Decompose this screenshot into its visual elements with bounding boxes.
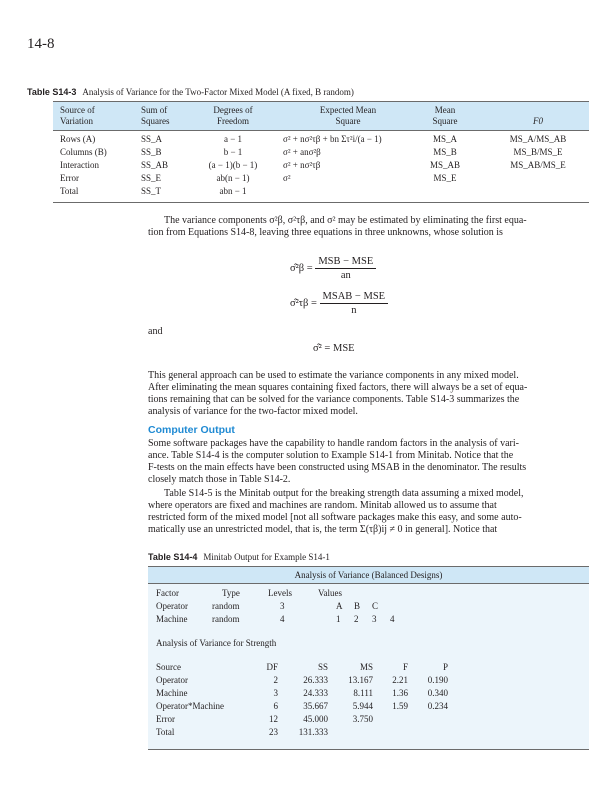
header-sum-of-squares: Sum of Squares xyxy=(141,105,170,126)
table-row: Interaction SS_AB (a − 1)(b − 1) σ² + nσ²τβ MS_AB MS_AB/MS_E xyxy=(60,160,566,170)
paragraph-computer-output: Some software packages have the capability to handle random factors in the analysis of vari- ance. Table S14-4 is the computer solution to Example S14-1 from Minitab. Notice that the F-tests on the main effects have been constructed using MSAB in the denominator. The results closely match those in Table S14-2. xyxy=(148,438,527,485)
table-header: Analysis of Variance (Balanced Designs) xyxy=(148,567,589,584)
minitab-output-table: Analysis of Variance (Balanced Designs) Factor Type Levels Values Operator random 3 A B C Machine random 4 1 2 3 4 Analysis of Variance for Strength Source DF SS MS F P Operator 2 26.333 13.167 2.21 0.190 Machine 3 24.333 8.111 1.36 0.340 Operator*Machine 6 35.667 5.944 1.59 0.234 Error 12 45.000 3.750 Total 23 131.333 xyxy=(148,566,589,750)
header-f0: F0 xyxy=(533,116,543,126)
table-body xyxy=(53,131,589,203)
table-s14-4-caption xyxy=(148,552,330,562)
section-heading: Computer Output xyxy=(148,424,235,436)
header-expected-mean-square: Expected Mean Square xyxy=(319,105,377,126)
table-row: Columns (B) SS_B b − 1 σ² + anσ²β MS_B MS_B/MS_E xyxy=(60,147,563,157)
table-s14-3-caption xyxy=(27,87,354,97)
header-source: Source of Variation xyxy=(60,105,95,126)
fraction-numerator: MSAB − MSE xyxy=(320,291,389,304)
table-header xyxy=(53,101,589,131)
fraction-denominator: n xyxy=(351,305,357,316)
equation-sigma-beta: σ̂²β = $\frac{\text{MSB − MSE}}{an}$ xyxy=(290,256,376,281)
table-title: Minitab Output for Example S14-1 xyxy=(203,552,330,562)
equation-sigma-taubeta: σ̂²τβ = $\frac{\text{MSAB − MSE}}{n}$ xyxy=(290,291,388,316)
anova-title: Analysis of Variance for Strength xyxy=(156,638,277,648)
table-label: Table S14-4 xyxy=(148,552,198,562)
paragraph-minitab-output: Table S14-5 is the Minitab output for the breaking strength data assuming a mixed model, where operators are fixed and machines are random. Minitab allowed us to assume that restricted form of the mixed model [not all software packages make this easy, and some auto- matically use an unrestricted model, that is, the term Σ(τβ)ij ≠ 0 in general]. Notice that xyxy=(148,488,524,535)
paragraph-variance-components: The variance components σ²β, σ²τβ, and σ² may be estimated by eliminating the first equa- tion from Equations S14-8, leaving three equations in three unknowns, whose solution is xyxy=(148,215,527,238)
header-mean-square: Mean Square xyxy=(432,105,458,126)
table-row: Error SS_E ab(n − 1) σ² MS_E xyxy=(60,173,457,183)
page-number: 14-8 xyxy=(27,36,55,52)
fraction-numerator: MSB − MSE xyxy=(315,256,376,269)
table-row: Rows (A) SS_A a − 1 σ² + nσ²τβ + bn Στ²i/(a − 1) MS_A MS_A/MS_AB xyxy=(60,134,567,144)
equation-sigma: σ̂² = MSE xyxy=(313,343,355,354)
anova-table-mixed-model xyxy=(53,101,589,203)
table-title: Analysis of Variance for the Two-Factor Mixed Model (A fixed, B random) xyxy=(82,87,354,97)
and-word: and xyxy=(148,326,163,337)
header-dof: Degrees of Freedom xyxy=(213,105,253,126)
table-label: Table S14-3 xyxy=(27,87,77,97)
fraction-denominator: an xyxy=(340,270,351,281)
paragraph-general-approach: This general approach can be used to estimate the variance components in any mixed model. After eliminating the mean squares containing fixed factors, there will always be a set of equa- tions remaining that can be solved for the variance components. Table S14-3 summarizes the analysis of variance for the two-factor mixed model. xyxy=(148,370,528,417)
table-row: Total SS_T abn − 1 xyxy=(60,186,247,196)
